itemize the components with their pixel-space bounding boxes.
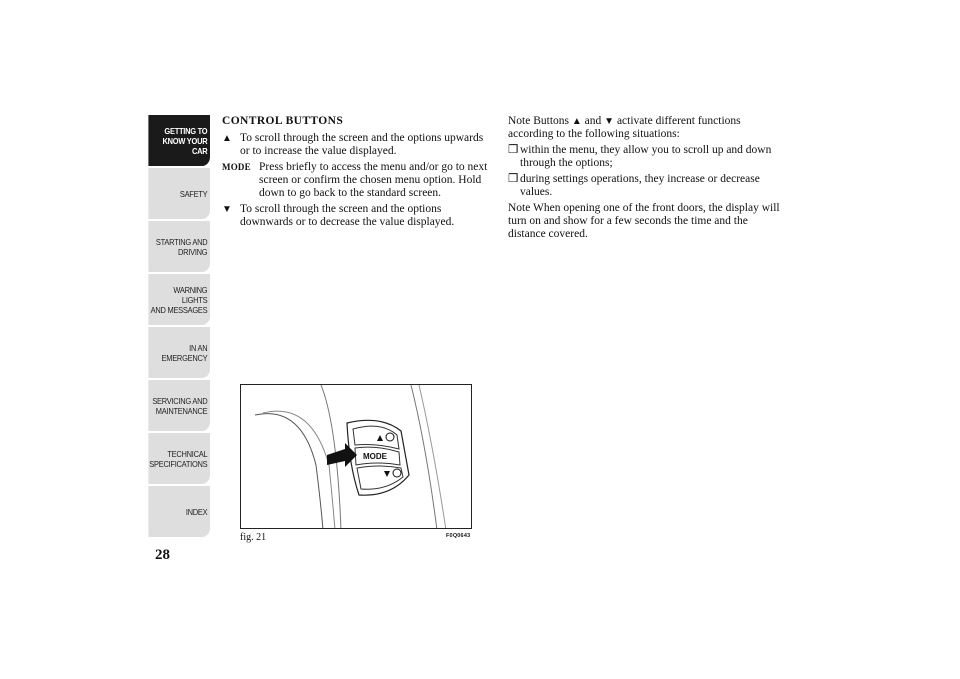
mode-label: MODE xyxy=(222,162,251,172)
note-front-doors: Note When opening one of the front doors, the display will turn on and show for a few seconds the time and the distance covered. xyxy=(508,202,780,240)
page-number: 28 xyxy=(155,547,170,563)
up-button-description xyxy=(222,132,492,158)
control-buttons-section xyxy=(222,115,492,232)
tab-starting-and-driving[interactable]: STARTING AND DRIVING xyxy=(148,221,210,272)
note1-suffix: activate different functions according to the following situations: xyxy=(508,115,741,140)
chapter-tabs xyxy=(140,115,210,539)
mode-button-label: MODE xyxy=(363,452,387,461)
tab-safety[interactable]: SAFETY xyxy=(148,168,210,219)
figure-code: F0Q0643 xyxy=(446,533,471,539)
checkbox-bullet-icon: ❒ xyxy=(508,144,519,156)
up-arrow-icon: ▲ xyxy=(222,133,232,144)
mode-button-text: Press briefly to access the menu and/or go to next screen or confirm the chosen menu option. Hold down to go back to the standard screen. xyxy=(259,161,488,199)
down-button-description xyxy=(222,203,492,229)
down-arrow-icon: ▼ xyxy=(222,204,232,215)
down-button-text: To scroll through the screen and the options downwards or to decrease the value displayed. xyxy=(240,203,455,228)
tab-servicing-and-maintenance[interactable]: SERVICING AND MAINTENANCE xyxy=(148,380,210,431)
note1-and: and xyxy=(584,115,602,127)
bullet-text: during settings operations, they increase or decrease values. xyxy=(520,173,760,198)
mode-button-description xyxy=(222,161,492,200)
up-button-text: To scroll through the screen and the options upwards or to increase the value displayed. xyxy=(240,132,484,157)
note1-prefix: Note Buttons xyxy=(508,115,570,127)
figure-steering-wheel-controls xyxy=(240,384,472,529)
notes-section xyxy=(508,115,788,244)
note-buttons xyxy=(508,115,788,141)
checkbox-bullet-icon: ❒ xyxy=(508,173,519,185)
section-heading: CONTROL BUTTONS xyxy=(222,115,344,127)
tab-getting-to-know-your-car[interactable]: GETTING TO KNOW YOUR CAR xyxy=(148,115,210,166)
tab-in-an-emergency[interactable]: IN AN EMERGENCY xyxy=(148,327,210,378)
tab-technical-specifications[interactable]: TECHNICAL SPECIFICATIONS xyxy=(148,433,210,484)
tab-warning-lights-and-messages[interactable]: WARNING LIGHTS AND MESSAGES xyxy=(148,274,210,325)
list-item xyxy=(508,144,788,170)
tab-index[interactable]: INDEX xyxy=(148,486,210,537)
figure-caption: fig. 21 xyxy=(240,532,267,543)
steering-wheel-illustration xyxy=(241,385,472,529)
bullet-text: within the menu, they allow you to scroll up and down through the options; xyxy=(520,144,772,169)
list-item xyxy=(508,173,788,199)
down-arrow-icon: ▼ xyxy=(604,116,615,127)
up-arrow-icon: ▲ xyxy=(571,116,582,127)
